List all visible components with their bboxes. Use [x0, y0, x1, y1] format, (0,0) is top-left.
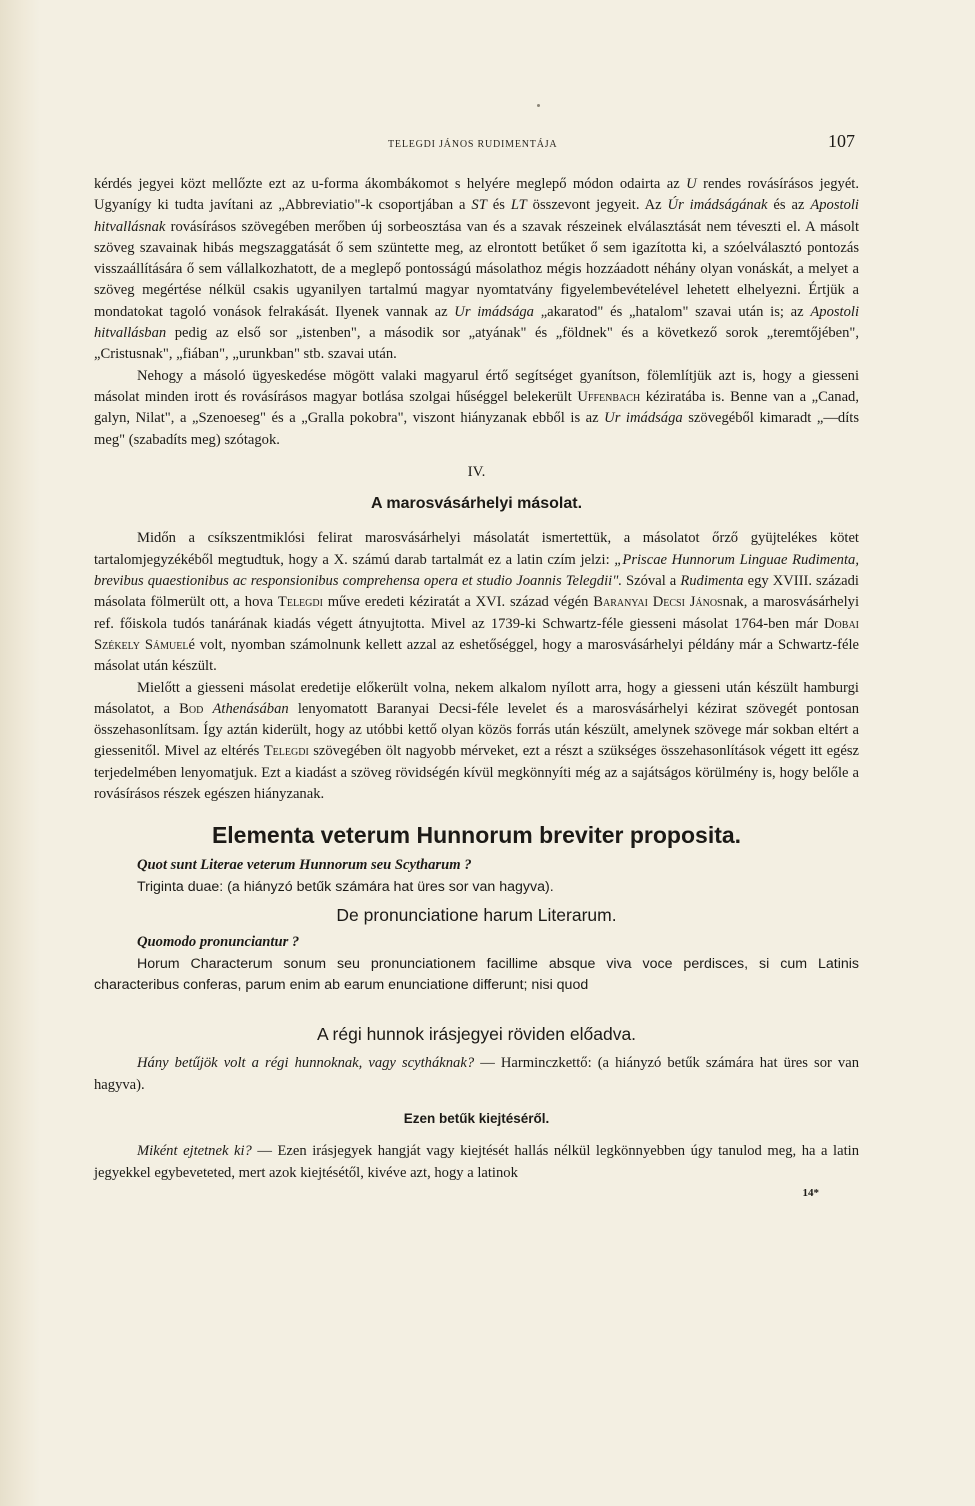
hungarian-subtitle: Ezen betűk kiejtéséről.: [403, 1110, 550, 1126]
latin-subtitle: De pronunciatione harum Literarum.: [336, 904, 617, 925]
latin-question-2: Quomodo pronunciantur ?: [137, 934, 300, 951]
text: „akaratod" és „hatalom" szavai után is; az: [533, 303, 811, 320]
italic-text: LT: [510, 197, 527, 214]
italic-text: Ur imádsága: [604, 410, 683, 427]
italic-text: Apostoli hitvallásban: [94, 303, 860, 342]
section-number: IV.: [467, 463, 486, 480]
italic-text: U: [686, 176, 697, 192]
signature-mark: 14*: [802, 1186, 819, 1199]
text: Mielőtt a giesseni másolat eredetije előkerült volna, nekem alkalom nyílott arra, hogy a giesseni után készült hamburgi másolatot, a: [94, 679, 859, 717]
paragraph-2: [94, 366, 859, 451]
page-edge-shadow: [0, 0, 40, 1506]
hungarian-qa-2: [94, 1141, 859, 1184]
italic-question: Hány betűjök volt a régi hunnoknak, vagy scytháknak?: [137, 1055, 475, 1072]
text: Szóval a: [621, 573, 681, 590]
text: — Ezen irásjegyek hangját vagy kiejtését hallás nélkül legkönnyebben úgy tanulod meg, ha a latin jegyekkel egybeveteted, mert azok kiejtésétől, kivéve azt, hogy a latinok: [94, 1143, 859, 1181]
print-speck: [537, 104, 540, 107]
text: szövegéből kimaradt „—díts meg" (szabadíts meg) szótagok.: [94, 410, 860, 448]
author-name: Uffenbach: [577, 388, 641, 405]
italic-text: „Priscae Hunnorum Linguae Rudimenta, brevibus quaestionibus ac responsionibus comprehensa opera et studio Joannis Telegdii".: [94, 551, 859, 590]
author-name: Dobai Székely Sámuel: [94, 615, 859, 653]
page-body: [94, 174, 859, 1202]
text: pedig az első sor „istenben", a második sor „atyának" és „földnek" és a következő sorok „teremtőjében", „Cristusnak", „fiában", „urunkban" stb. szavai után.: [94, 325, 859, 363]
text: kéziratába is. Benne van a „Canad, galyn, Nilat", a „Szenoeseg" és a „Gralla pokobra", viszont hiányzanak ebből is az: [94, 388, 859, 427]
paragraph-1: [94, 174, 859, 366]
text: — Harminczkettő: (a hiányzó betűk számára hat üres sor van hagyva).: [94, 1055, 860, 1093]
text: lenyomatott Baranyai Decsi-féle levelet és a marosvásárhelyi kézirat szövegét pontosan összehasonlítsam. Így aztán kiderült, hogy az utóbbi kettő olyan közös forrás után készült, amelynek szövege már sokban eltért a giessenitől. Mivel az eltérés: [94, 700, 859, 760]
text: egy XVIII. századi másolata fölmerült ott, a hova: [94, 573, 859, 611]
latin-answer-1: Triginta duae: (a hiányzó betűk számára hat üres sor van hagyva).: [137, 878, 554, 895]
hungarian-qa-1: [94, 1053, 859, 1096]
italic-text: Rudimenta: [680, 573, 744, 590]
text: rendes rovásírásos jegyét. Ugyanígy ki tudta javítani az „Abbreviatio"-k csoportjában a: [94, 176, 859, 214]
italic-question: Miként ejtetnek ki?: [137, 1143, 252, 1160]
italic-text: Úr imádságának: [667, 197, 768, 214]
text: és az: [767, 197, 811, 214]
running-head: TELEGDI JÁNOS RUDIMENTÁJA: [388, 139, 558, 150]
text: összevont jegyeit. Az: [526, 197, 668, 214]
paragraph-4: [94, 678, 859, 806]
section-title: A marosvásárhelyi másolat.: [370, 495, 583, 513]
text: kérdés jegyei közt mellőzte ezt az u-forma ákombákomot s helyére meglepő módon odairta az: [94, 176, 687, 192]
italic-text: Ur imádsága: [454, 303, 534, 320]
italic-text: Athenásában: [212, 700, 289, 717]
text: nak, a marosvásárhelyi ref. főiskola tudós tanárának kiadás végett átnyujtotta. Mivel az 1739-ki Schwartz-féle giesseni másolat 1764-ben már: [94, 594, 859, 632]
latin-question-1: Quot sunt Literae veterum Hunnorum seu Scytharum ?: [137, 857, 472, 874]
italic-text: ST: [471, 197, 487, 214]
text: é volt, nyomban számolnunk kellett azzal az eshetőséggel, hogy a marosvásárhelyi példány már a Schwartz-féle másolat után készült.: [94, 636, 860, 675]
latin-answer-2: Horum Characterum sonum seu pronunciationem facillime absque viva voce perdisces, si cum Latinis characteribus conferas, parum enim ab earum enunciatione differunt; nisi quod: [94, 955, 859, 993]
page-number: 107: [828, 131, 855, 151]
paragraph-3: [94, 528, 859, 677]
text: és: [486, 197, 511, 214]
hungarian-title: A régi hunnok irásjegyei röviden előadva.: [316, 1024, 637, 1045]
text: rovásírásos szövegében merőben új sorbeosztása van és a szavak részeinek elválasztását nem téveszti el. A másolt szöveg szavainak hibás megszaggatását ő sem szüntette meg, az elrontott betűket ő sem igazította ki, a szóelválasztó pontozás visszaállítására ő sem vállalkozhatott, de a meglepő pontosságú másolathoz mégis hozzáadott néhány olyan vonáskát, a melyet a szöveg megértése nélkül csakis ugyanilyen tartalmú magyar nyomtatvány figyelembevételével lehetett elhelyezni. Értjük a mondatokat tagoló vonások felrakását. Ilyenek vannak az: [94, 218, 859, 320]
page-header: [0, 130, 975, 158]
author-name: Bod: [179, 700, 204, 717]
author-name: Baranyai Decsi János: [593, 594, 723, 611]
latin-title: Elementa veterum Hunnorum breviter proposita.: [211, 822, 742, 849]
italic-text: Apostoli hitvallásnak: [94, 197, 859, 235]
text: műve eredeti kéziratát a XVI. század végén: [322, 594, 594, 611]
author-name: Telegdi: [277, 594, 323, 611]
text: szövegében ölt nagyobb mérveket, ezt a részt a szükséges összehasonlítások végett itt egész terjedelmében lenyomatjuk. Ezt a kiadást a szöveg rövidségén kívül megkönnyíti még az a sajátságos körülmény is, hogy belőle a rovásírásos részek egészen hiányzanak.: [94, 743, 859, 803]
author-name: Telegdi: [263, 743, 309, 760]
text: Nehogy a másoló ügyeskedése mögött valaki magyarul értő segítséget gyanítson, fölemlítjük azt is, hogy a giesseni másolat minden irott és rovásírásos magyar botlása szolgai hűséggel belekerült: [94, 367, 859, 405]
text: Midőn a csíkszentmiklósi felirat marosvásárhelyi másolatát ismertettük, a másolatot őrző gyüjtelékes kötet tartalomjegyzékéből megtudtuk, hogy a X. számú darab tartalmát ez a latin czím jelzi:: [94, 530, 859, 568]
